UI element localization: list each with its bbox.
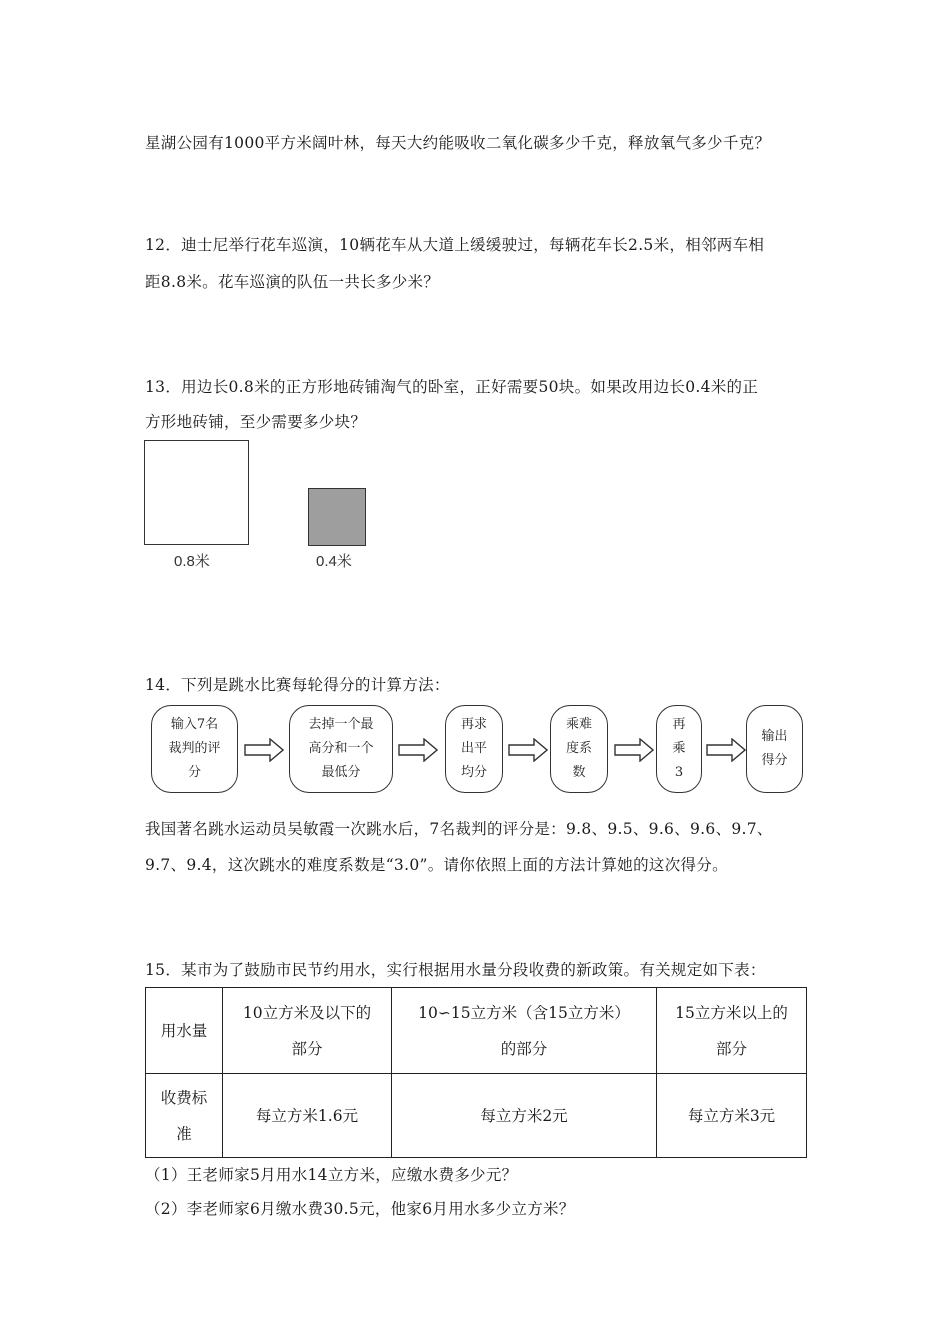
large-tile-label: 0.8米 <box>174 553 210 570</box>
cell-text: 的部分 <box>500 1039 548 1058</box>
flow-step-text: 3 <box>674 765 684 780</box>
flow-step-difficulty <box>550 705 608 793</box>
q14-text-line1: 我国著名跳水运动员吴敏霞一次跳水后，7名裁判的评分是：9.8、9.5、9.6、9.6、9.7、 <box>145 820 773 838</box>
q14-text-line2: 9.7、9.4，这次跳水的难度系数是“3.0”。请你依照上面的方法计算她的这次得分。 <box>145 856 728 874</box>
q13-text-line1: 13．用边长0.8米的正方形地砖铺淘气的卧室，正好需要50块。如果改用边长0.4米的正 <box>145 378 759 396</box>
water-fee-table <box>145 987 807 1158</box>
flow-step-text: 输出 <box>761 729 788 744</box>
q11-text: 星湖公园有1000平方米阔叶林，每天大约能吸收二氧化碳多少千克，释放氧气多少千克？ <box>145 134 771 152</box>
table-row <box>146 988 807 1074</box>
table-cell: 用水量 <box>146 988 223 1074</box>
q12-text-line1: 12．迪士尼举行花车巡演，10辆花车从大道上缓缓驶过，每辆花车长2.5米，相邻两车相 <box>145 236 765 254</box>
q13-text-line2: 方形地砖铺，至少需要多少块？ <box>145 413 367 431</box>
q15-sub2: （2）李老师家6月缴水费30.5元，他家6月用水多少立方米？ <box>145 1200 575 1218</box>
q15-title: 15．某市为了鼓励市民节约用水，实行根据用水量分段收费的新政策。有关规定如下表： <box>145 961 766 979</box>
flow-step-text: 乘 <box>672 741 686 756</box>
flow-step-text: 最低分 <box>321 765 361 780</box>
flow-step-text: 高分和一个 <box>308 741 374 756</box>
table-cell: 每立方米3元 <box>657 1074 807 1158</box>
arrow-right-icon <box>614 738 654 762</box>
small-tile-label: 0.4米 <box>316 553 352 570</box>
table-cell: 每立方米1.6元 <box>223 1074 392 1158</box>
table-cell <box>392 988 657 1074</box>
cell-text: 15立方米以上的 <box>675 1003 788 1022</box>
q15-sub1: （1）王老师家5月用水14立方米，应缴水费多少元？ <box>145 1166 518 1184</box>
arrow-right-icon <box>706 738 746 762</box>
arrow-right-icon <box>508 738 548 762</box>
table-cell <box>146 1074 223 1158</box>
cell-text: 收费标 <box>160 1088 208 1107</box>
q12-text-line2: 距8.8米。花车巡演的队伍一共长多少米？ <box>145 273 440 291</box>
flow-step-text: 分 <box>187 765 201 780</box>
cell-text: 10立方米及以下的 <box>242 1003 372 1022</box>
flow-step-output <box>746 705 803 793</box>
table-row <box>146 1074 807 1158</box>
table-cell: 每立方米2元 <box>392 1074 657 1158</box>
flow-step-text: 度系 <box>565 741 592 756</box>
cell-text: 部分 <box>291 1039 323 1058</box>
flow-step-average <box>445 705 503 793</box>
cell-text: 准 <box>176 1124 192 1143</box>
arrow-right-icon <box>244 738 284 762</box>
flow-step-text: 再 <box>672 717 686 732</box>
flow-step-multiply-3 <box>656 705 702 793</box>
table-cell <box>657 988 807 1074</box>
flow-step-text: 均分 <box>460 765 487 780</box>
cell-text: 10∽15立方米（含15立方米） <box>418 1003 630 1022</box>
table-cell <box>223 988 392 1074</box>
flow-step-remove-extremes <box>289 705 393 793</box>
cell-text: 部分 <box>715 1039 747 1058</box>
flow-step-text: 去掉一个最 <box>308 717 374 732</box>
arrow-right-icon <box>398 738 438 762</box>
flow-step-text: 输入7名 <box>170 717 219 732</box>
large-tile-square <box>144 440 249 545</box>
flow-step-text: 乘难 <box>565 717 592 732</box>
flow-step-input-scores <box>151 705 238 793</box>
flow-step-text: 裁判的评 <box>168 741 221 756</box>
flow-step-text: 得分 <box>761 753 788 768</box>
small-tile-square <box>308 488 366 546</box>
flow-step-text: 出平 <box>460 741 487 756</box>
flow-step-text: 数 <box>572 765 586 780</box>
q14-title: 14．下列是跳水比赛每轮得分的计算方法： <box>145 676 450 694</box>
flow-step-text: 再求 <box>460 717 487 732</box>
